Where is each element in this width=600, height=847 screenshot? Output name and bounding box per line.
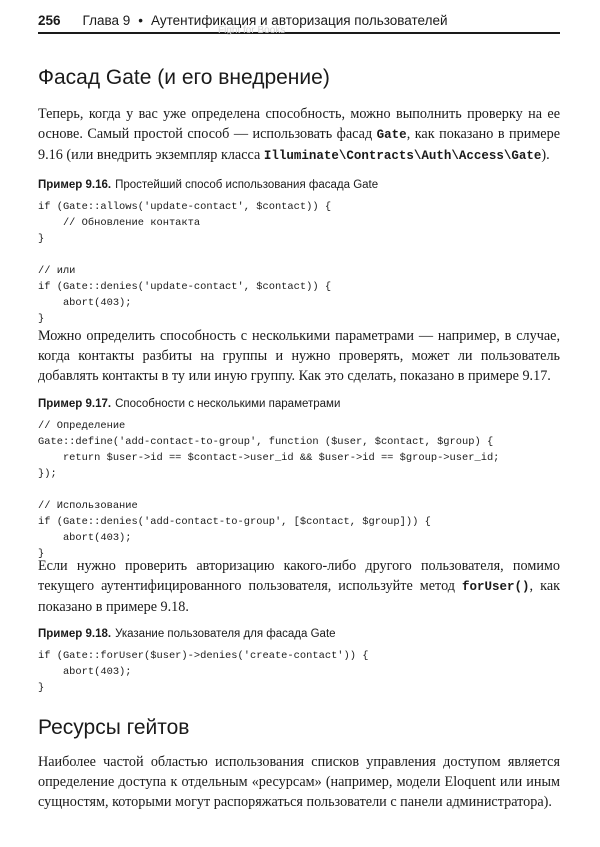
example-label: Пример 9.16. — [38, 179, 112, 191]
page-number: 256 — [38, 12, 61, 28]
paragraph-intro — [38, 104, 560, 166]
code-block-9-16: if (Gate::allows('update-contact', $contact)) { // Обновление контакта } // или if (Gate::denies('update-contact', $contact)) { abort(403); } — [38, 201, 332, 325]
inline-code-gate-contract: Illuminate\Contracts\Auth\Access\Gate — [263, 149, 542, 163]
paragraph-for-user — [38, 556, 560, 617]
inline-code-for-user: forUser() — [462, 580, 530, 594]
paragraph-resources: Наиболее частой областью использования списков управления доступом является определение доступа к отдельным «ресурсам» (например, модели Eloquent или иным сущностям, которыми могут распоряжаться пользователи с панели администратора). — [38, 754, 560, 810]
text-run: ). — [541, 147, 550, 163]
section-heading-gate-resources: Ресурсы гейтов — [38, 716, 190, 739]
chapter-title: Аутентификация и авторизация пользователей — [151, 12, 448, 28]
text-run: , как показано в примере 9.18. — [38, 578, 561, 615]
chapter-label: Глава 9 — [82, 12, 131, 28]
example-caption-9-16 — [38, 179, 378, 191]
example-title: Способности с несколькими параметрами — [115, 398, 341, 410]
text-run: , как показано в примере 9.16 (или внедрить экземпляр класса — [38, 126, 560, 163]
section-heading-gate-facade: Фасад Gate (и его внедрение) — [38, 66, 330, 89]
example-label: Пример 9.18. — [38, 628, 112, 640]
paragraph-multiple-params: Можно определить способность с несколькими параметрами — например, в случае, когда контакты разбиты на группы и нужно проверять, может ли пользователь добавлять контакты в ту или иную группу. Как это сделать, показано в примере 9.17. — [38, 328, 560, 384]
header-bullet: • — [138, 12, 143, 28]
inline-code-gate: Gate — [376, 128, 407, 142]
example-caption-9-17 — [38, 398, 340, 410]
example-caption-9-18 — [38, 628, 336, 640]
example-label: Пример 9.17. — [38, 398, 112, 410]
code-block-9-18: if (Gate::forUser($user)->denies('create-contact')) { abort(403); } — [38, 650, 369, 694]
example-title: Простейший способ использования фасада Gate — [115, 179, 379, 191]
text-run: Если нужно проверить авторизацию какого-либо другого пользователя, помимо текущего аутентифицированного пользователя, используйте метод — [38, 558, 560, 594]
example-title: Указание пользователя для фасада Gate — [115, 628, 336, 640]
code-block-9-17: // Определение Gate::define('add-contact-to-group', function ($user, $contact, $group) { return $user->id == $contact->user_id && $user->id == $group->user_id; }); // Использование if (Gate::denies('add-contact-to-group', [$contact, $group])) { abort(403); } — [38, 420, 500, 560]
running-header — [38, 8, 560, 34]
watermark: Fight for Books — [218, 25, 286, 36]
text-run: Теперь, когда у вас уже определена способность, можно выполнить проверку на ее основе. Самый простой способ — использовать фасад — [38, 106, 560, 142]
